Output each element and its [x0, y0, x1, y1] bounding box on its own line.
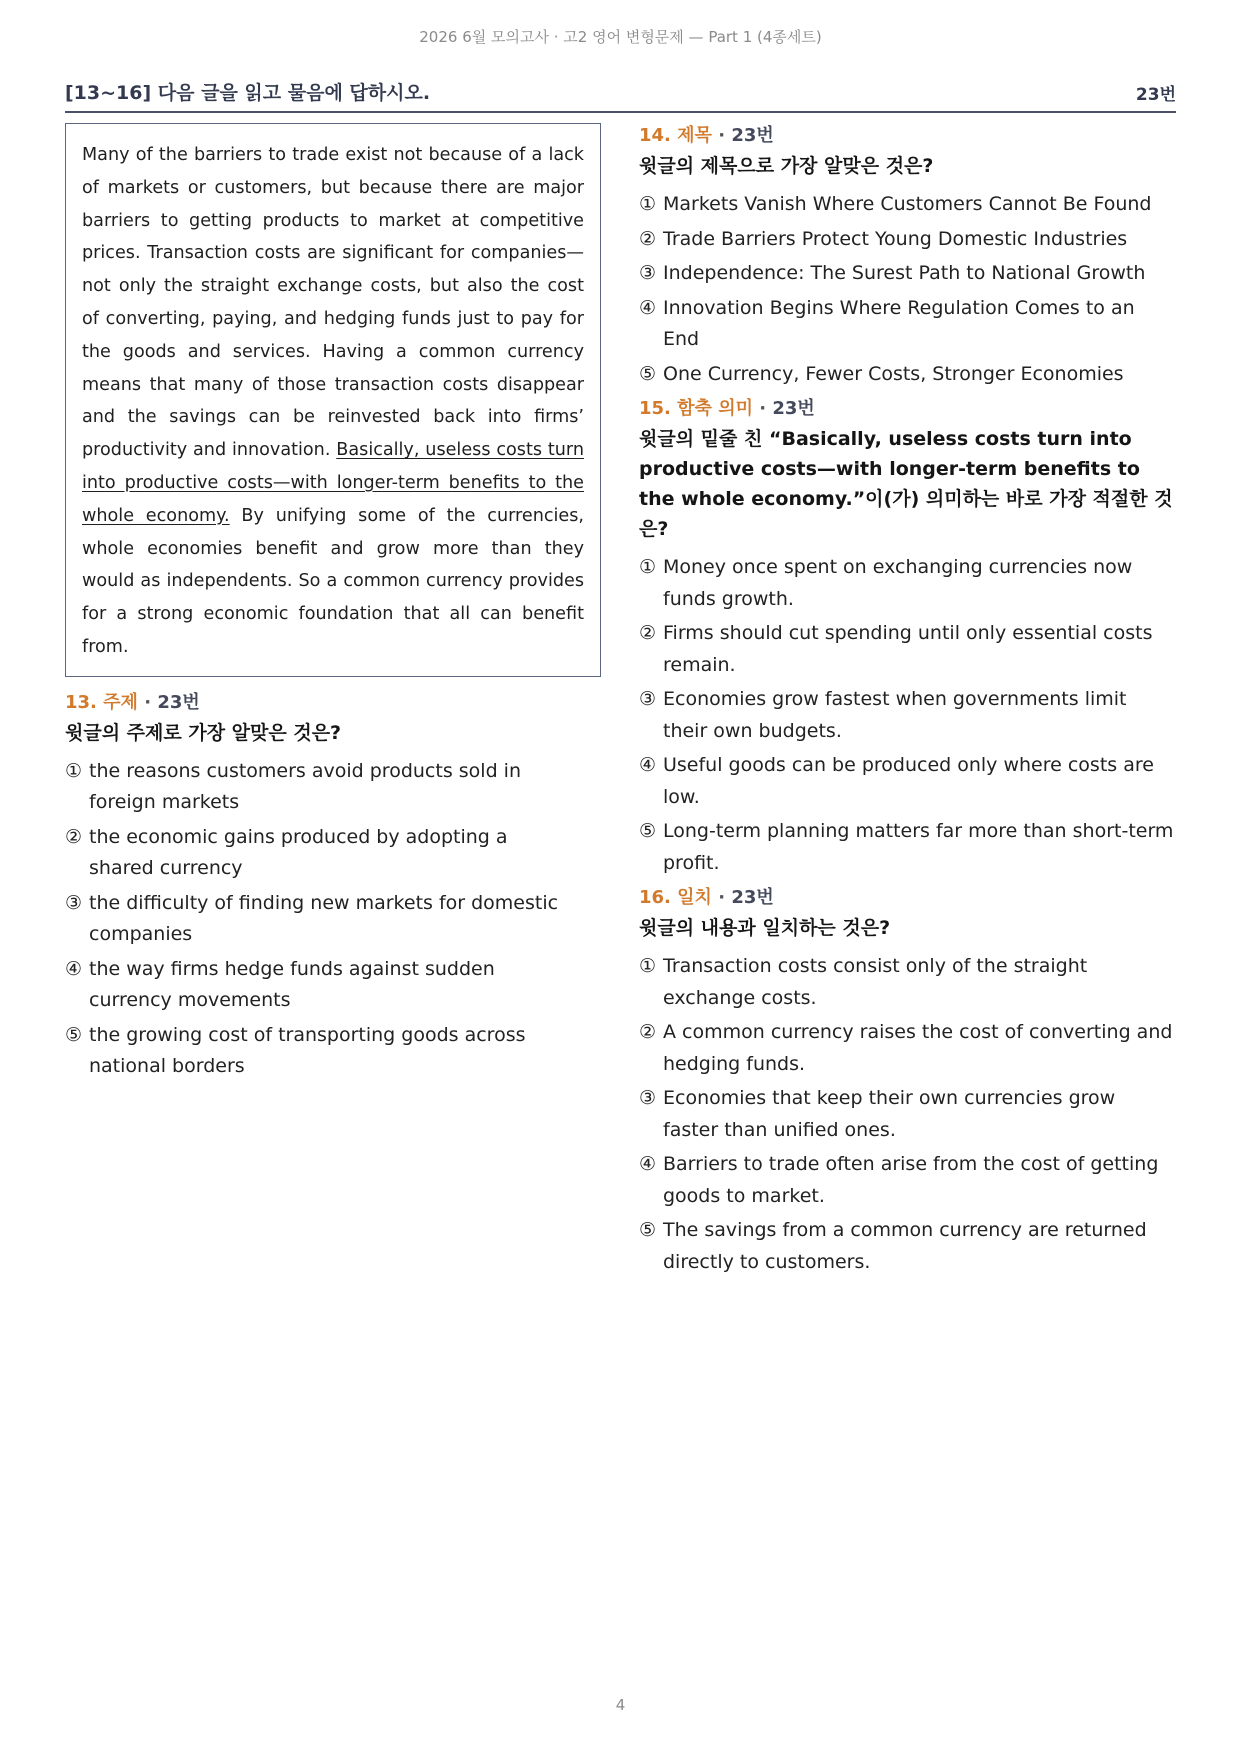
question-source: 23번	[157, 691, 200, 713]
option-number: ③	[639, 688, 657, 710]
answer-option[interactable]	[65, 756, 601, 819]
option-number: ④	[639, 754, 657, 776]
option-text: Firms should cut spending until only essential costs remain.	[663, 622, 1153, 676]
option-number: ②	[639, 1021, 657, 1043]
option-number: ③	[65, 891, 83, 914]
option-number: ⑤	[639, 820, 657, 842]
question-16	[639, 885, 1176, 1278]
option-text: Barriers to trade often arise from the cost of getting goods to market.	[663, 1153, 1159, 1207]
option-number: ②	[65, 825, 83, 848]
question-source: 23번	[731, 887, 774, 908]
question-header: 14. 제목 · 23번	[639, 125, 774, 146]
answer-option[interactable]	[639, 1149, 1176, 1212]
question-13	[65, 690, 601, 1083]
option-number: ④	[65, 957, 83, 980]
option-text: the difficulty of finding new markets for domestic companies	[89, 891, 559, 946]
passage-text: Many of the barriers to trade exist not because of a lack of markets or customers, but because there are major barriers to getting products to market at competitive prices. Transaction costs are significant for companies—not only the straight exchange costs, but also the cost of converting, paying, and hedging funds just to pay for the goods and services. Having a common currency means that many of those transaction costs disappear and the savings can be reinvested back into firms’ productivity and innovation.	[82, 145, 584, 461]
option-text: Markets Vanish Where Customers Cannot Be Found	[663, 193, 1152, 215]
answer-option[interactable]	[639, 951, 1176, 1014]
answer-option[interactable]	[639, 750, 1176, 813]
option-number: ①	[639, 556, 657, 578]
question-tag: 15. 함축 의미	[639, 398, 753, 419]
option-number: ①	[65, 759, 83, 782]
option-number: ⑤	[639, 1219, 657, 1241]
question-source: 23번	[772, 398, 815, 419]
option-text: Trade Barriers Protect Young Domestic Industries	[663, 227, 1128, 250]
option-text: A common currency raises the cost of converting and hedging funds.	[663, 1021, 1173, 1075]
option-text: Useful goods can be produced only where costs are low.	[663, 754, 1154, 808]
answer-option[interactable]	[65, 1020, 601, 1083]
option-text: the way firms hedge funds against sudden currency movements	[89, 957, 495, 1012]
answer-option[interactable]	[639, 684, 1176, 747]
passage-text: By unifying some of the currencies, whole economies benefit and grow more than they would as independents. So a common currency provides for a strong economic foundation that all can benefit from.	[82, 505, 584, 657]
answer-option[interactable]	[639, 552, 1176, 615]
section-header	[65, 76, 1176, 113]
option-text: Transaction costs consist only of the straight exchange costs.	[663, 955, 1088, 1009]
option-text: Money once spent on exchanging currencies now funds growth.	[663, 556, 1133, 610]
option-number: ⑤	[65, 1023, 83, 1046]
option-number: ⑤	[639, 362, 657, 385]
passage-underlined-sentence: Basically, useless costs turn into productive costs—with longer-term benefits to the whole economy.	[82, 440, 584, 526]
answer-option[interactable]	[639, 618, 1176, 681]
question-source: 23번	[731, 125, 774, 146]
question-header: 16. 일치 · 23번	[639, 887, 774, 908]
option-text: Independence: The Surest Path to National Growth	[663, 262, 1146, 284]
question-15	[639, 396, 1176, 879]
answer-option[interactable]	[639, 1017, 1176, 1080]
option-text: the reasons customers avoid products sold in foreign markets	[89, 759, 521, 814]
right-column	[639, 123, 1176, 1281]
option-number: ②	[639, 227, 657, 250]
question-header: 15. 함축 의미 · 23번	[639, 398, 815, 419]
answer-options	[65, 756, 601, 1083]
option-number: ①	[639, 193, 657, 215]
question-prompt: 윗글의 주제로 가장 알맞은 것은?	[65, 721, 342, 744]
option-text: the economic gains produced by adopting a shared currency	[89, 825, 508, 880]
answer-options	[639, 189, 1176, 390]
option-text: Economies grow fastest when governments limit their own budgets.	[663, 688, 1127, 742]
page-number: 4	[615, 1696, 626, 1714]
option-text: Economies that keep their own currencies grow faster than unified ones.	[663, 1087, 1116, 1141]
question-header: 13. 주제 · 23번	[65, 691, 200, 713]
option-text: One Currency, Fewer Costs, Stronger Economies	[663, 362, 1124, 385]
running-header: 2026 6월 모의고사 · 고2 영어 변형문제 — Part 1 (4종세트)	[419, 28, 822, 46]
reading-passage	[65, 123, 601, 677]
question-tag: 13. 주제	[65, 691, 138, 713]
answer-option[interactable]	[639, 1215, 1176, 1278]
answer-option[interactable]	[639, 359, 1176, 391]
answer-option[interactable]	[639, 816, 1176, 879]
question-tag: 16. 일치	[639, 887, 712, 908]
answer-option[interactable]	[65, 888, 601, 951]
answer-option[interactable]	[639, 258, 1176, 290]
answer-option[interactable]	[639, 1083, 1176, 1146]
left-column	[65, 123, 601, 1086]
option-number: ④	[639, 296, 657, 319]
question-14	[639, 123, 1176, 390]
question-prompt: 윗글의 밑줄 친 “Basically, useless costs turn into productive costs—with longer-term benefits to the whole economy.”이(가) 의미하는 바로 가장 적절한 것은?	[639, 428, 1173, 540]
section-number: 23번	[1135, 85, 1176, 105]
question-prompt: 윗글의 제목으로 가장 알맞은 것은?	[639, 155, 934, 177]
option-text: Long-term planning matters far more than short-term profit.	[663, 820, 1174, 874]
option-text: the growing cost of transporting goods across national borders	[89, 1023, 526, 1078]
section-instruction: [13~16] 다음 글을 읽고 물음에 답하시오.	[65, 82, 431, 104]
option-number: ③	[639, 1087, 657, 1109]
answer-option[interactable]	[65, 954, 601, 1017]
option-number: ②	[639, 622, 657, 644]
option-text: Innovation Begins Where Regulation Comes to an End	[663, 296, 1135, 350]
option-number: ③	[639, 262, 657, 284]
answer-option[interactable]	[639, 293, 1176, 356]
answer-options	[639, 552, 1176, 879]
question-tag: 14. 제목	[639, 125, 712, 146]
answer-option[interactable]	[639, 224, 1176, 256]
question-prompt: 윗글의 내용과 일치하는 것은?	[639, 917, 891, 939]
answer-option[interactable]	[65, 822, 601, 885]
answer-option[interactable]	[639, 189, 1176, 221]
option-text: The savings from a common currency are returned directly to customers.	[663, 1219, 1147, 1273]
answer-options	[639, 951, 1176, 1278]
option-number: ④	[639, 1153, 657, 1175]
option-number: ①	[639, 955, 657, 977]
